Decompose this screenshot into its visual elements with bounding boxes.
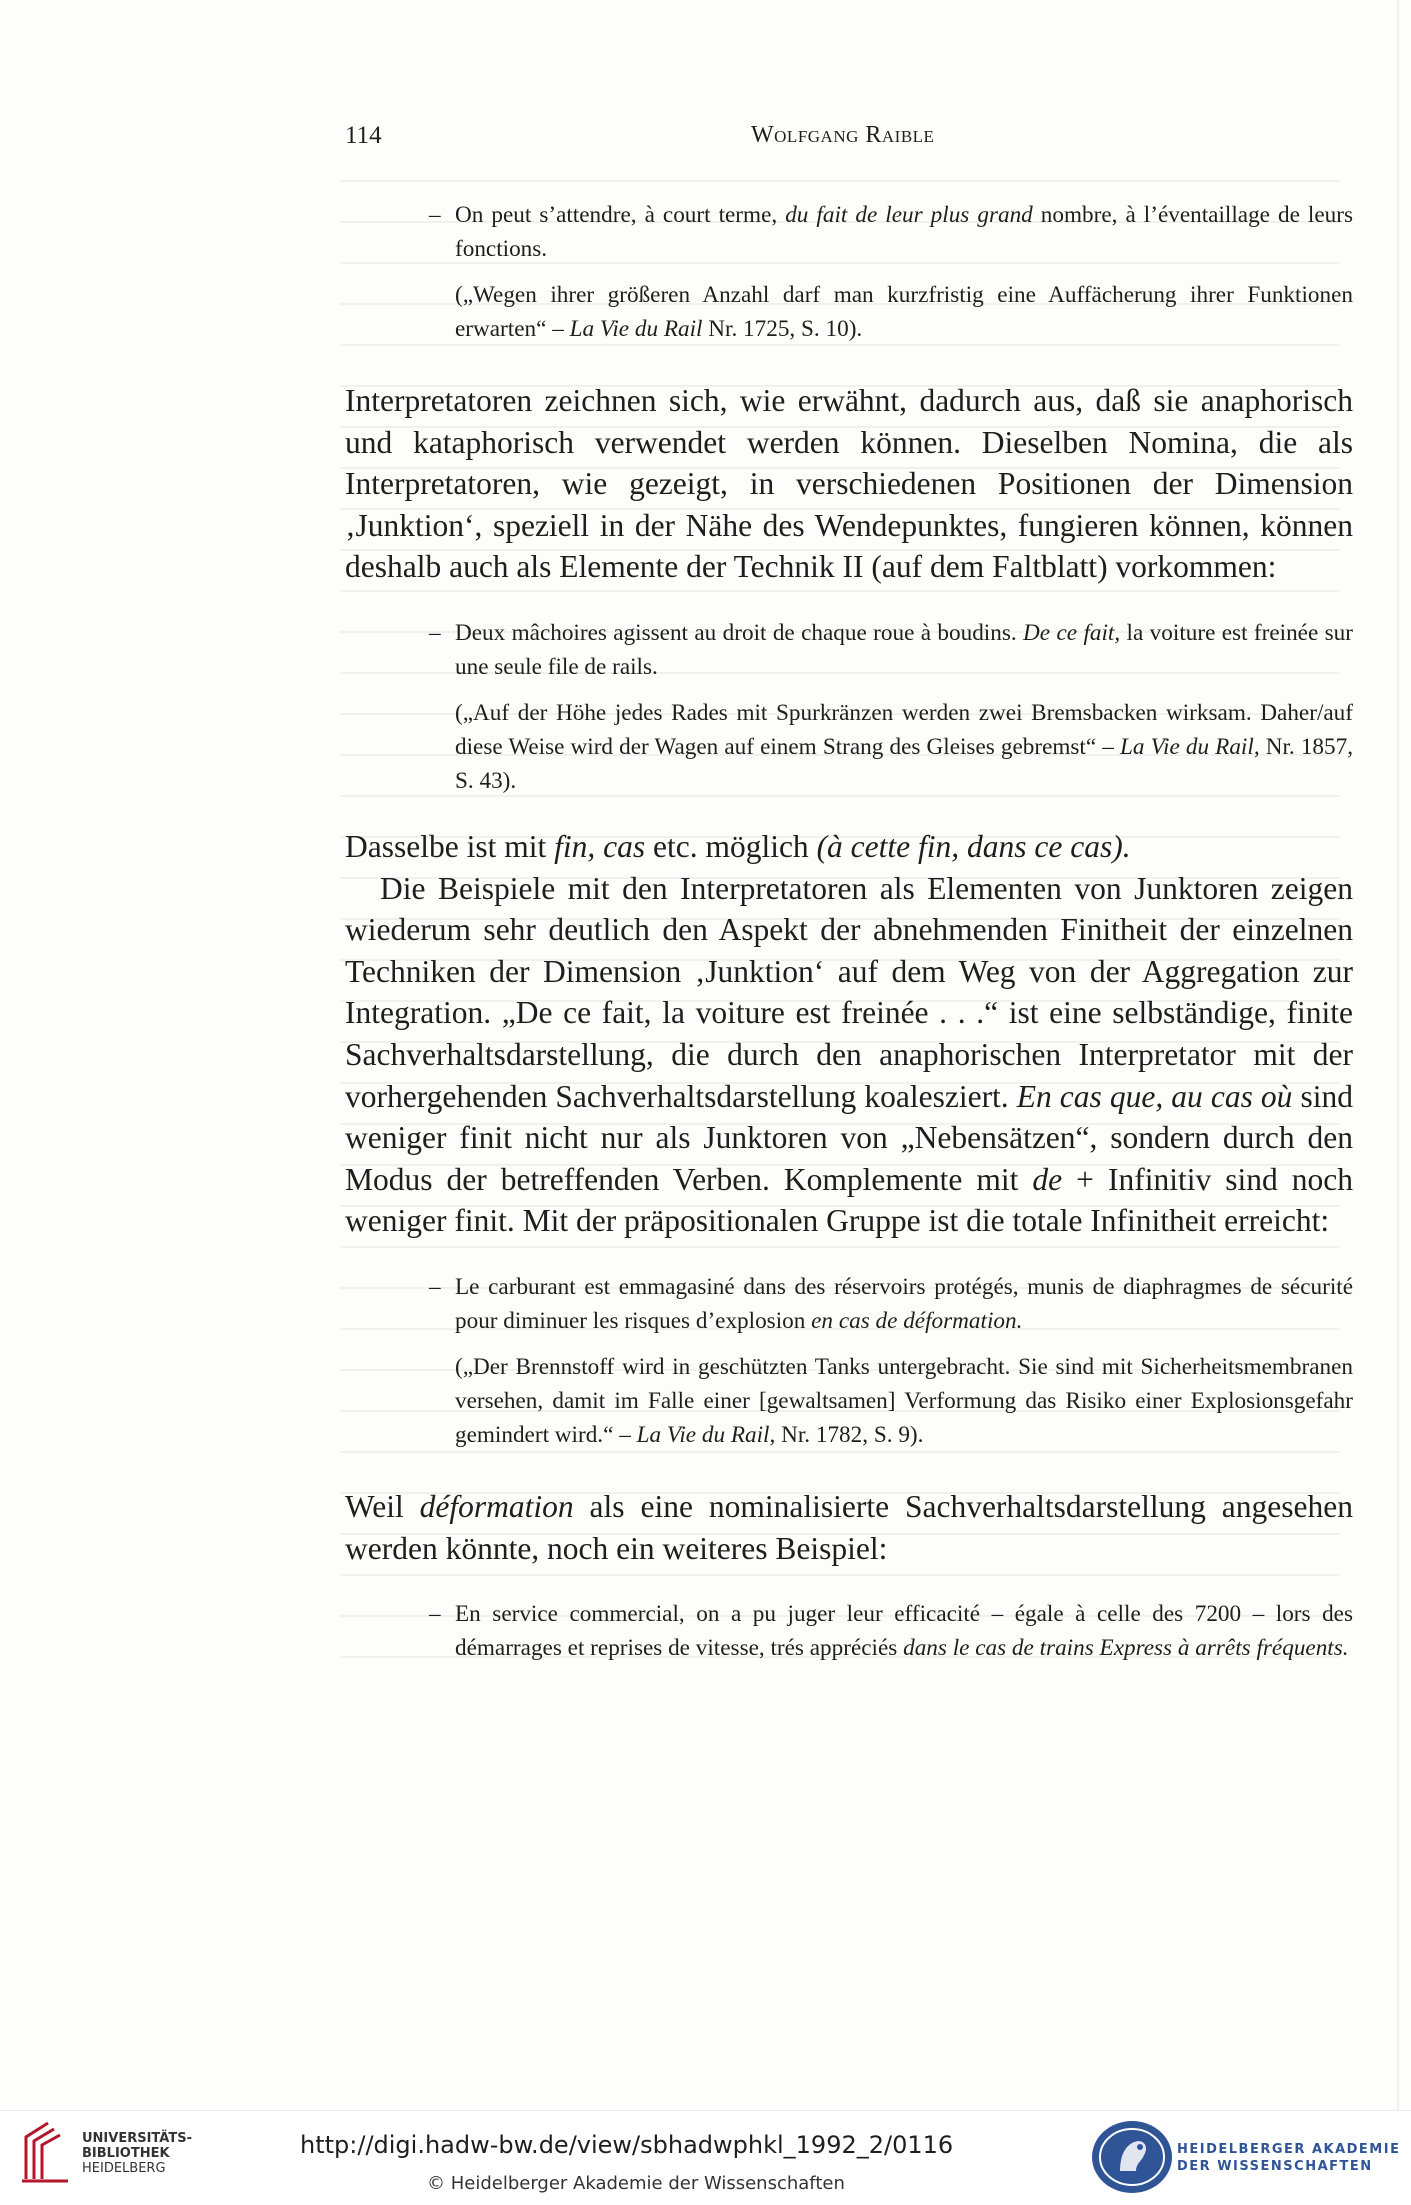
example-quote — [429, 616, 1353, 684]
ub-line-1: UNIVERSITÄTS- — [82, 2131, 192, 2146]
footer-bar — [0, 2110, 1411, 2205]
spacer — [345, 1452, 1353, 1486]
spacer — [345, 798, 1353, 826]
italic-text: En cas que, au cas où — [1016, 1078, 1293, 1114]
spacer — [345, 1569, 1353, 1597]
page-number: 114 — [345, 122, 382, 149]
text-run: sind weniger finit nicht nur als Junktoren von „Nebensätzen“, sondern durch den Modus der betreffenden Verben. Komplemente mit — [345, 1078, 1353, 1197]
university-library-logo-icon — [18, 2119, 78, 2185]
body-paragraph — [345, 380, 1353, 588]
italic-text: du fait de leur plus grand — [785, 202, 1033, 228]
page-header — [345, 122, 1351, 152]
text-run: Deux mâchoires agissent au droit de chaque roue à boudins. — [455, 619, 1024, 646]
spacer — [345, 346, 1353, 380]
text-run: („Auf der Höhe jedes Rades mit Spurkränzen werden zwei Bremsbacken wirksam. Daher/auf diese Weise wird der Wagen auf einem Strang des Gleises gebremst“ – — [455, 699, 1353, 760]
body-paragraph — [345, 826, 1353, 868]
example-quote — [429, 198, 1353, 266]
text-run: („Wegen ihrer größeren Anzahl darf man kurzfristig eine Auffächerung ihrer Funktionen erwarten“ – — [455, 282, 1353, 342]
page-edge — [1397, 0, 1399, 2110]
example-quote — [429, 1270, 1353, 1338]
translation-quote — [455, 1350, 1353, 1452]
spacer — [345, 1242, 1353, 1270]
akad-line-2: DER WISSENSCHAFTEN — [1177, 2159, 1373, 2174]
italic-text: dans le cas de trains Express à arrêts fréquents. — [903, 1635, 1349, 1662]
text-run: la voiture est freinée sur une seule file de rails. — [455, 619, 1353, 680]
text-run: Weil — [345, 1488, 420, 1524]
ub-line-2: BIBLIOTHEK — [82, 2146, 170, 2161]
list-dash: – — [429, 1601, 441, 1628]
akad-line-1: HEIDELBERGER AKADEMIE — [1177, 2142, 1401, 2157]
running-head: Wolfgang Raible — [751, 122, 935, 148]
translation-quote — [455, 278, 1353, 346]
example-quote — [429, 1597, 1353, 1665]
italic-text: fin, cas — [554, 828, 646, 864]
translation-quote — [455, 696, 1353, 798]
ub-line-3: HEIDELBERG — [82, 2161, 166, 2176]
list-dash: – — [429, 1273, 441, 1300]
italic-text: (à cette fin, dans ce cas). — [816, 828, 1131, 864]
text-run: Interpretatoren zeichnen sich, wie erwähnt, dadurch aus, daß sie anaphorisch und kataphorisch verwendet werden können. Dieselben Nomina, die als Interpretatoren, wie gezeigt, in verschiedenen Positionen der Dimension ‚Junktion‘, speziell in der Nähe des Wendepunktes, fungieren können, können deshalb auch als Elemente der Technik II (auf dem Faltblatt) vorkommen: — [345, 383, 1353, 585]
text-run: nombre, à l’éventaillage de leurs fonctions. — [455, 202, 1353, 262]
body-paragraph — [345, 1486, 1353, 1569]
copyright-notice: © Heidelberger Akademie der Wissenschaften — [427, 2173, 845, 2194]
text-run: Nr. 1782, S. 9). — [775, 1421, 924, 1448]
list-dash: – — [429, 202, 441, 228]
italic-text: La Vie du Rail — [569, 316, 703, 342]
text-run: Le carburant est emmagasiné dans des réservoirs protégés, munis de diaphragmes de sécurité pour diminuer les risques d’explosion — [455, 1273, 1353, 1334]
permalink-url[interactable]: http://digi.hadw-bw.de/view/sbhadwphkl_1992_2/0116 — [300, 2131, 954, 2159]
italic-text: La Vie du Rail, — [636, 1421, 776, 1448]
text-run: Die Beispiele mit den Interpretatoren als Elementen von Junktoren zeigen wiederum sehr deutlich den Aspekt der abnehmenden Finitheit der einzelnen Techniken der Dimension ‚Junktion‘ auf dem Weg von der Aggregation zur Integration. „De ce fait, la voiture est freinée . . .“ ist eine selbständige, finite Sachverhaltsdarstellung, die durch den anaphorischen Interpretator mit der vorhergehenden Sachverhaltsdarstellung koalesziert. — [345, 870, 1353, 1114]
text-run: als eine nominalisierte Sachverhaltsdarstellung angesehen werden könnte, noch ein weiteres Beispiel: — [345, 1488, 1353, 1566]
list-dash: – — [429, 619, 441, 646]
italic-text: déformation — [419, 1488, 574, 1524]
text-run: („Der Brennstoff wird in geschützten Tanks untergebracht. Sie sind mit Sicherheitsmembranen versehen, damit im Falle einer [gewaltsamen] Verformung das Risiko einer Explosionsgefahr gemindert wird.“ – — [455, 1353, 1353, 1448]
text-run: On peut s’attendre, à court terme, — [455, 202, 786, 228]
spacer — [345, 588, 1353, 616]
academy-seal-icon — [1090, 2119, 1174, 2195]
text-run: En service commercial, on a pu juger leur efficacité – égale à celle des 7200 – lors des démarrages et reprises de vitesse, trés appréciés — [455, 1601, 1353, 1662]
university-library-name — [82, 2131, 192, 2176]
text-run: Dasselbe ist mit — [345, 828, 555, 864]
text-run: Nr. 1725, S. 10). — [702, 316, 863, 342]
italic-text: De ce fait, — [1023, 619, 1121, 646]
text-run: etc. möglich — [645, 828, 817, 864]
italic-text: La Vie du Rail, — [1119, 733, 1260, 760]
text-run: + Infinitiv sind noch weniger finit. Mit der präpositionalen Gruppe ist die totale Infinitheit erreicht: — [345, 1161, 1353, 1239]
italic-text: de — [1032, 1161, 1063, 1197]
page-body — [345, 198, 1353, 1677]
italic-text: en cas de déformation. — [811, 1307, 1023, 1334]
academy-name — [1177, 2141, 1400, 2175]
text-run: Nr. 1857, S. 43). — [455, 733, 1354, 794]
body-paragraph — [345, 868, 1353, 1242]
